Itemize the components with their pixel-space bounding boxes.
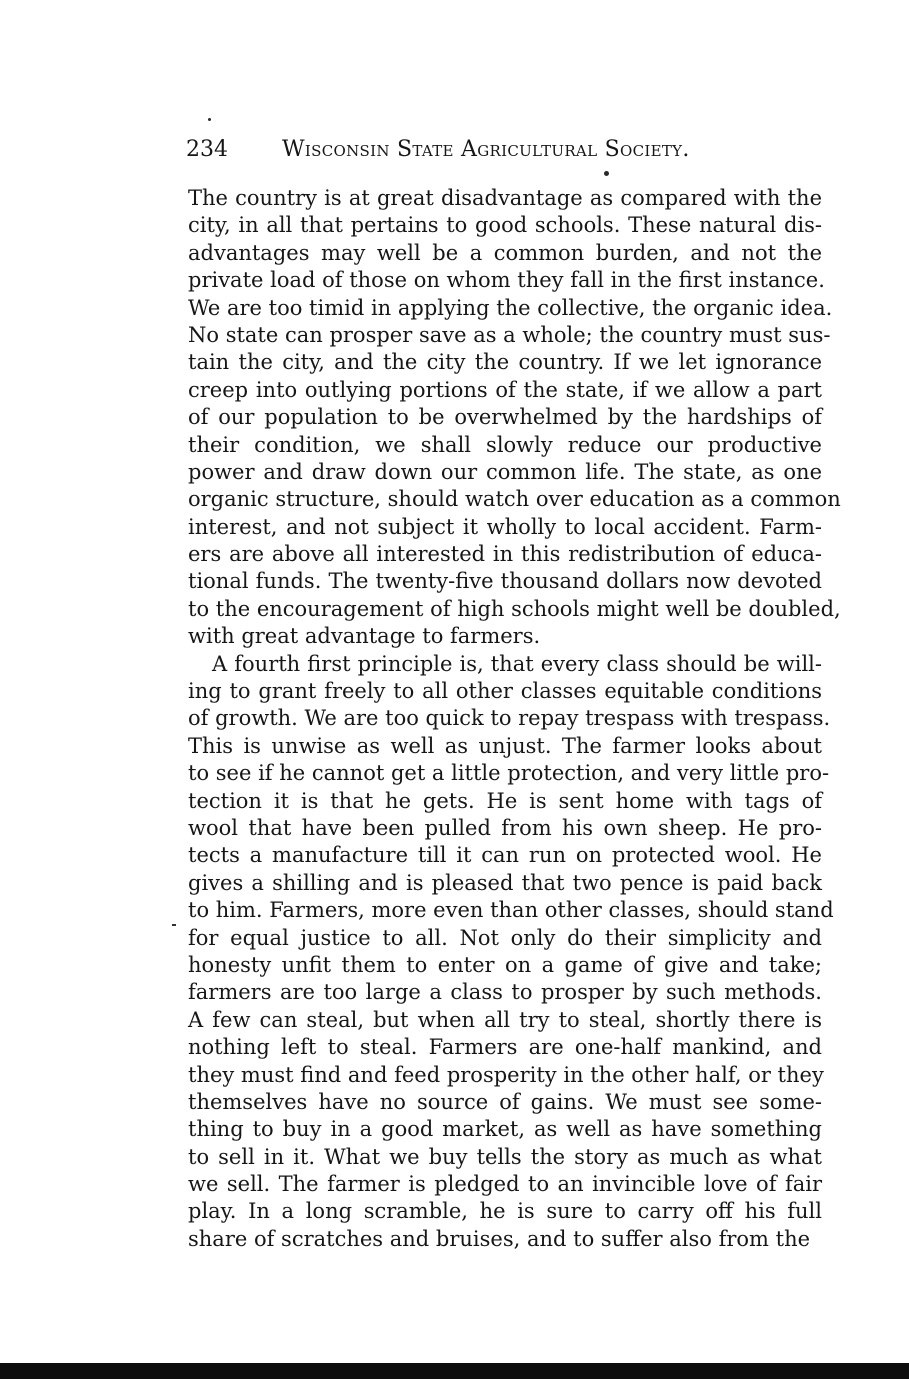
text-line: with great advantage to farmers. [188,624,541,649]
text-line: play. In a long scramble, he is sure to carry off his full [188,1199,822,1224]
text-line: A few can steal, but when all try to steal, shortly there is [188,1007,822,1032]
text-line: wool that have been pulled from his own sheep. He pro- [188,815,822,840]
text-line: of our population to be overwhelmed by the hardships of [188,405,822,430]
text-line: organic structure, should watch over education as a common [188,487,841,512]
text-line: share of scratches and bruises, and to suffer also from the [188,1226,811,1251]
ink-speck [604,171,609,176]
text-line: power and draw down our common life. The state, as one [188,459,822,484]
text-line: farmers are too large a class to prosper by such methods. [188,980,822,1005]
paragraph [188,651,834,1254]
text-line: to the encouragement of high schools might well be doubled, [188,596,841,621]
text-line: interest, and not subject it wholly to local accident. Farm- [188,514,822,539]
text-line: tional funds. The twenty-five thousand dollars now devoted [188,569,822,594]
text-line: A fourth first principle is, that every class should be will- [212,651,822,676]
text-line: to sell in it. What we buy tells the story as much as what [188,1144,822,1169]
ink-speck [208,118,211,121]
text-line: city, in all that pertains to good schools. These natural dis- [188,213,822,238]
paragraph [188,185,841,651]
text-line: tection it is that he gets. He is sent home with tags of [188,788,822,813]
text-line: gives a shilling and is pleased that two pence is paid back [188,870,822,895]
text-line: advantages may well be a common burden, and not the [188,240,822,265]
text-line: themselves have no source of gains. We must see some- [188,1089,822,1114]
text-line: tects a manufacture till it can run on protected wool. He [188,843,822,868]
page-header [186,133,822,167]
text-line: we sell. The farmer is pledged to an invincible love of fair [188,1172,822,1197]
body-text [188,185,841,1253]
text-line: tain the city, and the city the country. If we let ignorance [188,350,822,375]
text-line: No state can prosper save as a whole; the country must sus- [188,322,831,347]
text-line: thing to buy in a good market, as well as have something [188,1117,822,1142]
text-line: nothing left to steal. Farmers are one-half mankind, and [188,1035,822,1060]
text-line: to see if he cannot get a little protection, and very little pro- [188,761,830,786]
text-line: they must find and feed prosperity in the other half, or they [188,1062,824,1087]
scan-edge [0,1363,909,1379]
text-line: creep into outlying portions of the state, if we allow a part [188,377,822,402]
text-line: We are too timid in applying the collective, the organic idea. [188,295,833,320]
text-line: ing to grant freely to all other classes equitable conditions [188,679,822,704]
text-line: for equal justice to all. Not only do their simplicity and [188,925,822,950]
text-line: of growth. We are too quick to repay trespass with trespass. [188,706,831,731]
text-line: their condition, we shall slowly reduce our productive [188,432,822,457]
text-line: The country is at great disadvantage as compared with the [188,186,822,210]
running-title: Wisconsin State Agricultural Society. [282,137,690,162]
page-number: 234 [186,137,228,162]
text-line: This is unwise as well as unjust. The farmer looks about [188,733,822,758]
text-line: honesty unfit them to enter on a game of give and take; [188,952,822,977]
text-line: private load of those on whom they fall in the first instance. [188,268,825,293]
margin-mark [172,924,176,926]
text-line: ers are above all interested in this redistribution of educa- [188,542,822,567]
text-line: to him. Farmers, more even than other classes, should stand [188,898,834,923]
